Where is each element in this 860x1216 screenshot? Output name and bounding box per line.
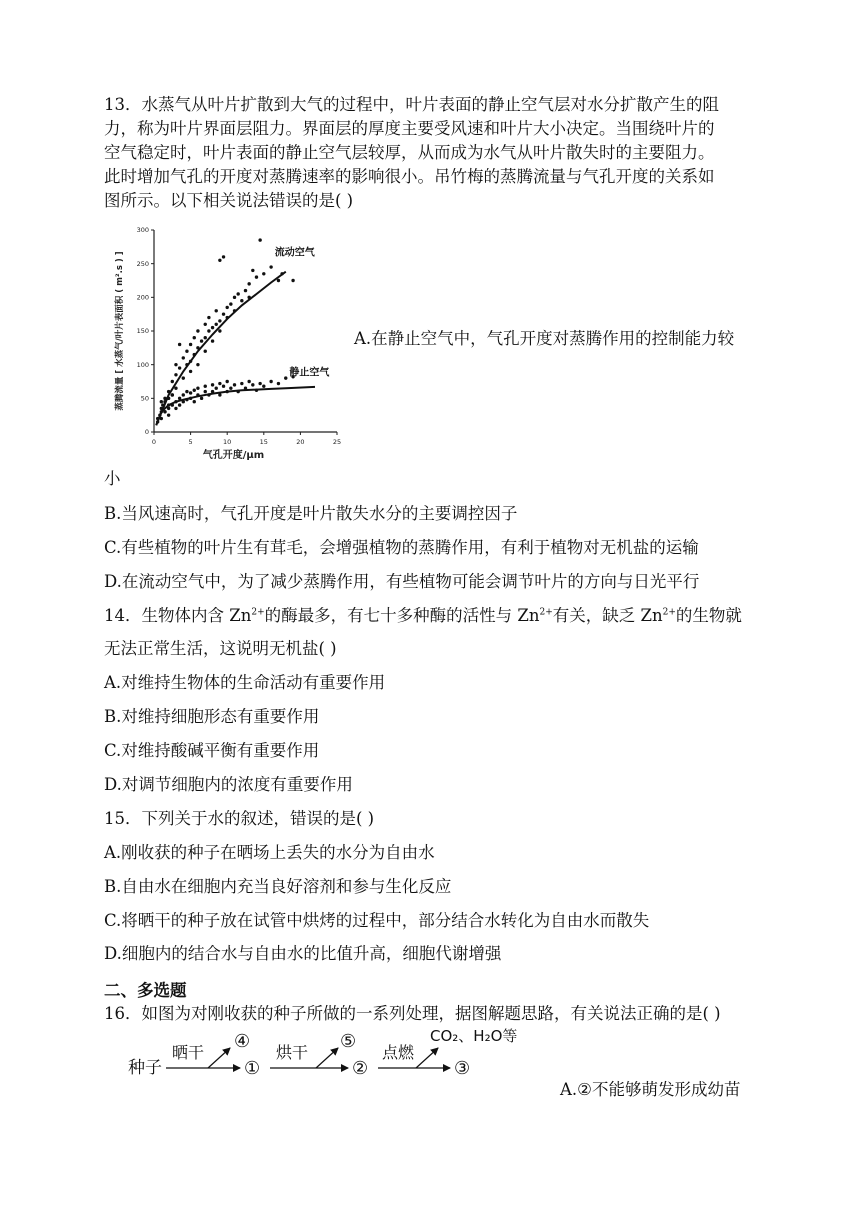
data-point xyxy=(204,336,207,339)
q16-option-a: A.②不能够萌发形成幼苗 xyxy=(560,1080,741,1099)
q14-option-b: B.对维持细胞形态有重要作用 xyxy=(104,707,320,726)
data-point xyxy=(269,265,272,268)
chart-curves xyxy=(156,272,315,426)
data-point xyxy=(218,259,221,262)
data-point xyxy=(229,302,232,305)
product-3-label: ③ xyxy=(454,1058,471,1079)
data-point xyxy=(196,329,199,332)
data-point xyxy=(196,363,199,366)
x-tick-label: 20 xyxy=(296,438,305,446)
ion-charge: 2+ xyxy=(662,607,676,618)
q14-stem-part: 的酶最多，有七十多种酶的活性与 Zn xyxy=(264,606,540,625)
data-point xyxy=(189,370,192,373)
product-5-label: ⑤ xyxy=(340,1031,357,1052)
burn-products-label: CO₂、H₂O等 xyxy=(430,1027,518,1045)
ion-charge: 2+ xyxy=(539,607,553,618)
data-point xyxy=(215,387,218,390)
q13-line: 13．水蒸气从叶片扩散到大气的过程中，叶片表面的静止空气层对水分扩散产生的阻 xyxy=(104,95,719,114)
chart-points xyxy=(156,238,295,423)
data-point xyxy=(189,343,192,346)
data-point xyxy=(211,383,214,386)
data-point xyxy=(222,312,225,315)
x-tick-label: 5 xyxy=(188,438,193,446)
data-point xyxy=(174,373,177,376)
data-point xyxy=(171,393,174,396)
data-point xyxy=(277,382,280,385)
data-point xyxy=(185,350,188,353)
data-point xyxy=(178,403,181,406)
data-point xyxy=(174,407,177,410)
section-heading: 二、多选题 xyxy=(104,981,187,1000)
data-point xyxy=(222,385,225,388)
data-point xyxy=(247,380,250,383)
branch-arrow-1 xyxy=(208,1048,230,1068)
data-point xyxy=(258,238,261,241)
x-tick-label: 0 xyxy=(151,438,157,446)
data-point xyxy=(258,382,261,385)
q13-option-a: A.在静止空气中，气孔开度对蒸腾作用的控制能力较 xyxy=(354,329,735,348)
x-axis-label: 气孔开度/μm xyxy=(202,450,265,461)
y-tick-label: 150 xyxy=(136,327,149,336)
question-14-stem xyxy=(104,605,742,627)
data-point xyxy=(229,387,232,390)
data-point xyxy=(182,376,185,379)
data-point xyxy=(262,385,265,388)
data-point xyxy=(291,279,294,282)
data-point xyxy=(262,272,265,275)
data-point xyxy=(218,393,221,396)
q13-line: 力，称为叶片界面层阻力。界面层的厚度主要受风速和叶片大小决定。当围绕叶片的 xyxy=(104,119,715,138)
data-point xyxy=(204,323,207,326)
data-point xyxy=(218,319,221,322)
data-point xyxy=(204,385,207,388)
product-4-label: ④ xyxy=(234,1031,251,1052)
q14-stem-line2: 无法正常生活，这说明无机盐( ) xyxy=(104,639,337,658)
data-point xyxy=(193,389,196,392)
q15-option-a: A.刚收获的种子在晒场上丢失的水分为自由水 xyxy=(104,843,435,862)
data-point xyxy=(215,323,218,326)
q14-stem-part: 有关，缺乏 Zn xyxy=(552,606,663,625)
data-point xyxy=(218,382,221,385)
y-tick-label: 200 xyxy=(136,293,149,302)
data-point xyxy=(185,390,188,393)
data-point xyxy=(251,383,254,386)
y-tick-label: 100 xyxy=(136,360,149,369)
y-tick-label: 50 xyxy=(140,394,149,403)
q13-line: 图所示。以下相关说法错误的是( ) xyxy=(104,191,354,210)
step-burn-label: 点燃 xyxy=(382,1043,415,1062)
q15-option-d: D.细胞内的结合水与自由水的比值升高，细胞代谢增强 xyxy=(104,944,502,963)
data-point xyxy=(251,269,254,272)
question-13-stem xyxy=(104,93,759,213)
data-point xyxy=(204,350,207,353)
data-point xyxy=(193,336,196,339)
data-point xyxy=(226,380,229,383)
product-2-label: ② xyxy=(352,1058,369,1079)
q13-option-a-cont: 小 xyxy=(104,469,121,488)
series-label: 静止空气 xyxy=(289,367,330,379)
product-1-label: ① xyxy=(244,1058,261,1079)
q14-stem-part: 14．生物体内含 Zn xyxy=(104,606,252,625)
q15-option-b: B.自由水在细胞内充当良好溶剂和参与生化反应 xyxy=(104,877,452,896)
data-point xyxy=(204,390,207,393)
data-point xyxy=(182,393,185,396)
data-point xyxy=(215,309,218,312)
q13-line: 空气稳定时，叶片表面的静止空气层较厚，从而成为水气从叶片散失时的主要阻力。 xyxy=(104,143,715,162)
data-point xyxy=(244,289,247,292)
data-point xyxy=(255,275,258,278)
branch-arrow-2 xyxy=(316,1048,338,1068)
data-point xyxy=(211,326,214,329)
y-tick-label: 250 xyxy=(136,259,149,268)
q13-line: 此时增加气孔的开度对蒸腾速率的影响很小。吊竹梅的蒸腾流量与气孔开度的关系如 xyxy=(104,167,715,186)
data-point xyxy=(200,339,203,342)
seed-treatment-diagram xyxy=(120,1025,540,1083)
data-point xyxy=(193,400,196,403)
data-point xyxy=(218,329,221,332)
data-point xyxy=(207,316,210,319)
seed-label: 种子 xyxy=(128,1058,162,1078)
data-point xyxy=(174,363,177,366)
q13-option-b: B.当风速高时，气孔开度是叶片散失水分的主要调控因子 xyxy=(104,504,518,523)
data-point xyxy=(240,299,243,302)
data-point xyxy=(226,306,229,309)
data-point xyxy=(189,391,192,394)
chart-text xyxy=(114,226,341,461)
data-point xyxy=(211,339,214,342)
data-point xyxy=(277,279,280,282)
y-axis-label: 蒸腾流量 [ 水蒸气/叶片表面积 ( m².s ) ] xyxy=(115,251,125,411)
transpiration-chart xyxy=(104,222,354,462)
q13-option-c: C.有些植物的叶片生有茸毛，会增强植物的蒸腾作用，有利于植物对无机盐的运输 xyxy=(104,538,699,557)
q14-option-a: A.对维持生物体的生命活动有重要作用 xyxy=(104,673,386,692)
data-point xyxy=(236,292,239,295)
data-point xyxy=(269,380,272,383)
ion-charge: 2+ xyxy=(251,607,265,618)
q14-option-c: C.对维持酸碱平衡有重要作用 xyxy=(104,741,320,760)
data-point xyxy=(207,329,210,332)
data-point xyxy=(196,387,199,390)
branch-arrow-3 xyxy=(416,1048,438,1068)
series-label: 流动空气 xyxy=(274,247,315,259)
data-point xyxy=(178,366,181,369)
data-point xyxy=(222,255,225,258)
data-point xyxy=(182,356,185,359)
x-tick-label: 15 xyxy=(259,438,268,446)
q14-stem-part: 的生物就 xyxy=(675,606,742,625)
x-tick-label: 10 xyxy=(223,438,232,446)
data-point xyxy=(247,282,250,285)
data-point xyxy=(200,397,203,400)
step-bake-label: 烘干 xyxy=(276,1043,309,1062)
data-point xyxy=(233,383,236,386)
question-15-stem: 15．下列关于水的叙述，错误的是( ) xyxy=(104,809,375,828)
step-dry-label: 晒干 xyxy=(172,1043,205,1062)
x-tick-label: 25 xyxy=(332,438,342,446)
y-tick-label: 300 xyxy=(136,226,149,235)
y-tick-label: 0 xyxy=(144,428,149,437)
data-point xyxy=(178,343,181,346)
data-point xyxy=(240,382,243,385)
q13-option-d: D.在流动空气中，为了减少蒸腾作用，有些植物可能会调节叶片的方向与日光平行 xyxy=(104,572,700,591)
data-point xyxy=(167,413,170,416)
data-point xyxy=(174,387,177,390)
data-point xyxy=(284,376,287,379)
q14-option-d: D.对调节细胞内的浓度有重要作用 xyxy=(104,775,353,794)
data-point xyxy=(233,296,236,299)
q15-option-c: C.将晒干的种子放在试管中烘烤的过程中，部分结合水转化为自由水而散失 xyxy=(104,911,650,930)
data-point xyxy=(171,380,174,383)
question-16-stem: 16．如图为对刚收获的种子所做的一系列处理，据图解题思路，有关说法正确的是( ) xyxy=(104,1004,721,1023)
data-point xyxy=(160,400,163,403)
